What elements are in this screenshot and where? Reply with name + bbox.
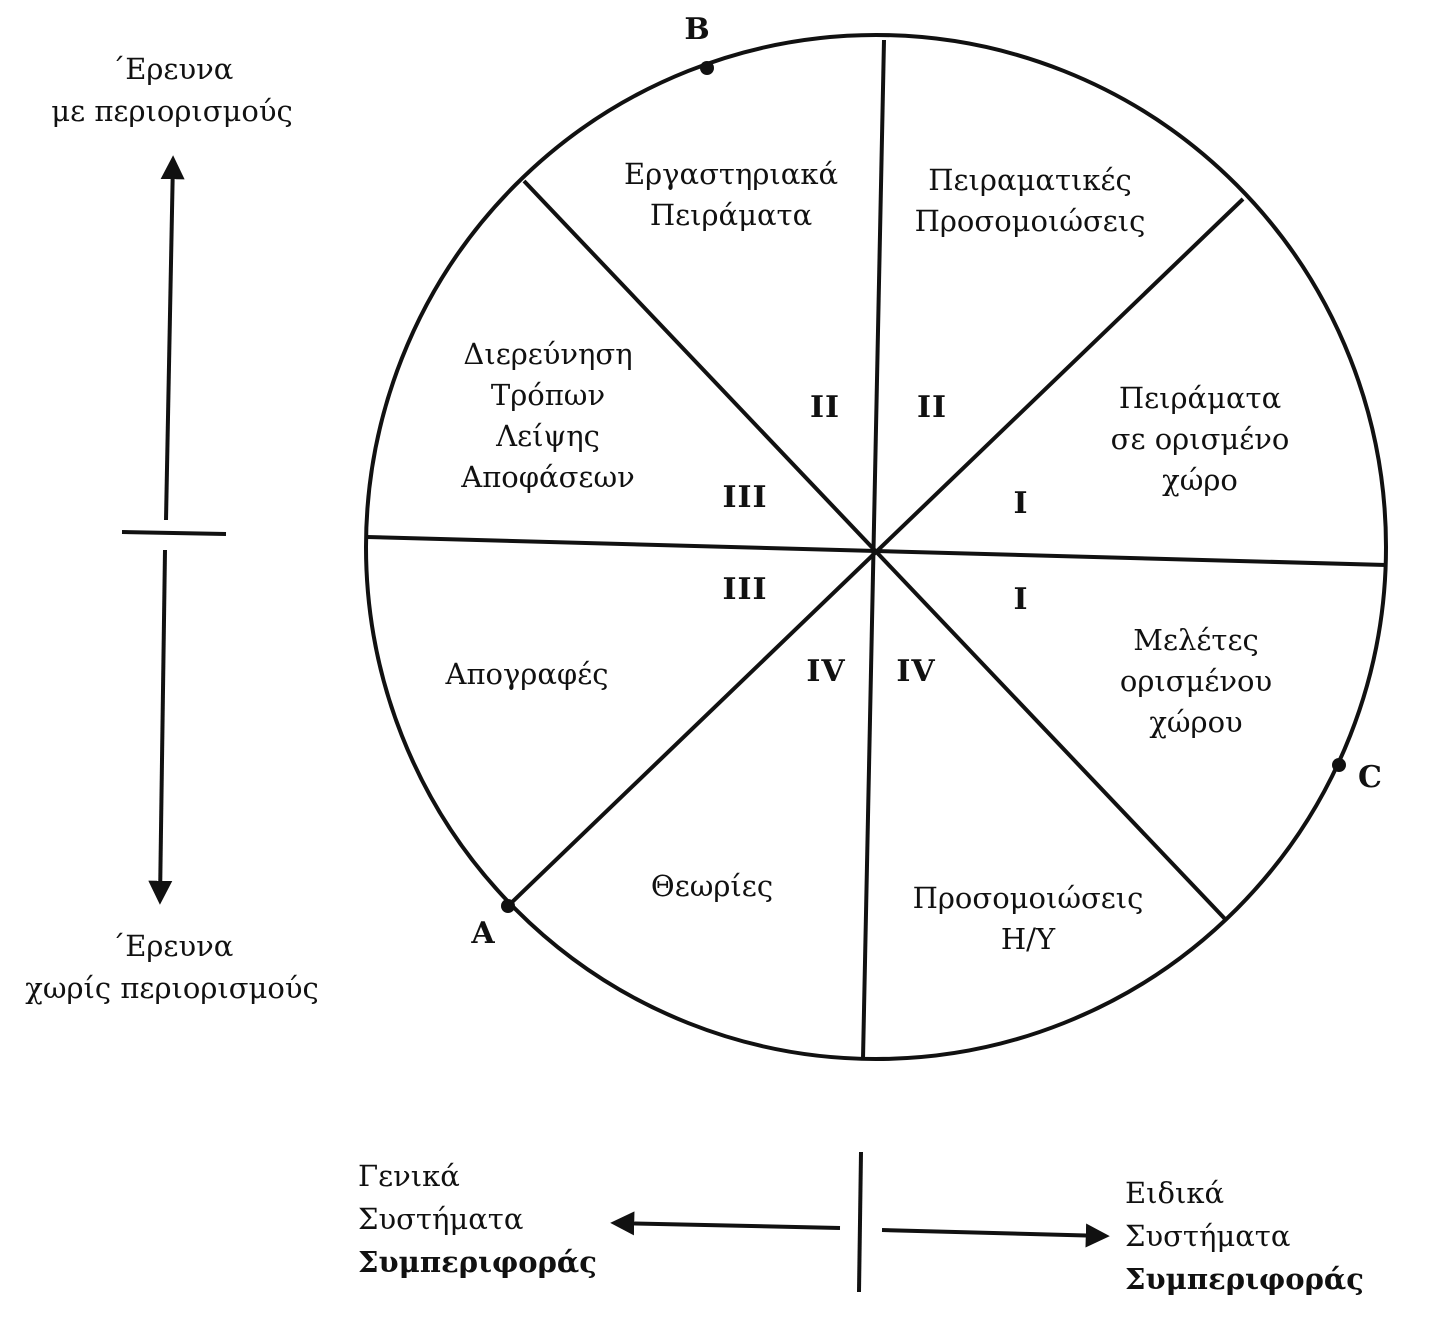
- sector-field-studies: Μελέτες ορισμένου χώρου: [1119, 623, 1273, 739]
- quadrant-iii-upper: III: [722, 480, 768, 515]
- constraint-axis-midmark: [122, 532, 226, 534]
- point-a-marker: [501, 899, 515, 913]
- sector-lab-experiments: Εργαστηριακά Πειράματα: [623, 157, 839, 232]
- system-axis-left: [615, 1223, 840, 1228]
- left-axis-bottom-label: ΄Ερευνα χωρίς περιορισμούς: [25, 929, 319, 1005]
- quadrant-iv-left: IV: [806, 654, 846, 689]
- quadrant-iv-right: IV: [896, 654, 936, 689]
- constraint-axis-up: [166, 160, 173, 520]
- quadrant-i-upper: I: [1013, 486, 1029, 521]
- sector-experimental-simulations: Πειραματικές Προσομοιώσεις: [914, 163, 1146, 238]
- quadrant-i-lower: I: [1013, 582, 1029, 617]
- point-a-label: A: [471, 916, 495, 951]
- quadrant-iii-lower: III: [722, 572, 768, 607]
- system-axis-right: [882, 1230, 1105, 1236]
- point-c-label: C: [1358, 760, 1382, 795]
- point-b-label: B: [684, 12, 710, 47]
- bottom-axis-left-label: Γενικά Συστήματα Συμπεριφοράς: [358, 1159, 597, 1279]
- point-c-marker: [1332, 758, 1346, 772]
- point-b-marker: [700, 61, 714, 75]
- left-axis-top-label: ΄Ερευνα με περιορισμούς: [51, 52, 293, 128]
- divider-diagonal-2: [508, 199, 1243, 906]
- quadrant-ii-right: II: [916, 390, 948, 425]
- research-circle: [366, 35, 1386, 1059]
- system-axis-midmark: [859, 1152, 861, 1292]
- constraint-axis-down: [160, 550, 165, 900]
- sector-theories: Θεωρίες: [650, 869, 774, 903]
- quadrant-ii-left: II: [809, 390, 841, 425]
- sector-field-experiments: Πειράματα σε ορισμένο χώρο: [1110, 381, 1290, 497]
- bottom-axis-right-label: Ειδικά Συστήματα Συμπεριφοράς: [1125, 1176, 1364, 1296]
- sector-computer-simulations: Προσομοιώσεις Η/Υ: [912, 881, 1144, 956]
- sector-surveys: Απογραφές: [445, 657, 609, 691]
- sector-decision-making: Διερεύνηση Τρόπων Λείψης Αποφάσεων: [461, 337, 635, 494]
